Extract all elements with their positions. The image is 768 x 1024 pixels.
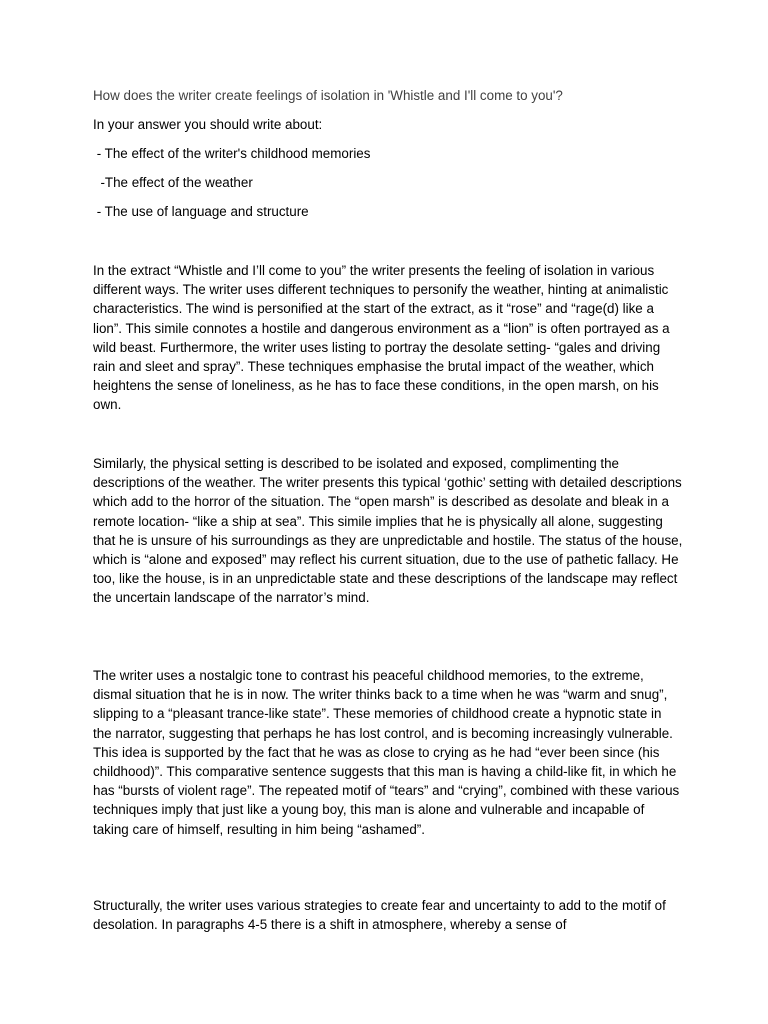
paragraph-structure: Structurally, the writer uses various strategies to create fear and uncertainty to add to the motif of desolation. In paragraphs 4-5 there is a shift in atmosphere, whereby a sense of bbox=[93, 898, 666, 933]
essay-question: How does the writer create feelings of isolation in 'Whistle and I'll come to you'? bbox=[93, 88, 563, 103]
paragraph-weather: In the extract “Whistle and I’ll come to you” the writer presents the feeling of isolation in various different ways. The writer uses different techniques to personify the weather, hinting at animalistic characteristics. The wind is personified at the start of the extract, as it “rose” and “rage(d) like a lion”. This simile connotes a hostile and dangerous environment as a “lion” is often portrayed as a wild beast. Furthermore, the writer uses listing to portray the desolate setting- “gales and driving rain and sleet and spray”. These techniques emphasise the brutal impact of the weather, which heightens the sense of loneliness, as he has to face these conditions, in the open marsh, on his own. bbox=[93, 263, 670, 413]
paragraph-setting: Similarly, the physical setting is described to be isolated and exposed, complimenting the descriptions of the weather. The writer presents this typical ‘gothic’ setting with detailed descriptions which add to the horror of the situation. The “open marsh” is described as desolate and bleak in a remote location- “like a ship at sea”. This simile implies that he is physically all alone, suggesting that he is unsure of his surroundings as they are unpredictable and hostile. The status of the house, which is “alone and exposed” may reflect his current situation, due to the use of pathetic fallacy. He too, like the house, is in an unpredictable state and these descriptions of the landscape may reflect the uncertain landscape of the narrator’s mind. bbox=[93, 456, 683, 606]
paragraph-childhood: The writer uses a nostalgic tone to contrast his peaceful childhood memories, to the extreme, dismal situation that he is in now. The writer thinks back to a time when he was “warm and snug”, slipping to a “pleasant trance-like state”. These memories of childhood create a hypnotic state in the narrator, suggesting that perhaps he has lost control, and is becoming increasingly vulnerable. This idea is supported by the fact that he was as close to crying as he had “ever been since (his childhood)”. This comparative sentence suggests that this man is having a child-like fit, in which he has “bursts of violent rage”. The repeated motif of “tears” and “crying”, combined with these various techniques imply that just like a young boy, this man is alone and vulnerable and incapable of taking care of himself, resulting in him being “ashamed”. bbox=[93, 668, 680, 837]
instruction-heading: In your answer you should write about: bbox=[93, 117, 323, 132]
bullet-childhood-memories: - The effect of the writer's childhood memories bbox=[93, 146, 371, 161]
bullet-language-structure: - The use of language and structure bbox=[93, 204, 309, 219]
bullet-weather: -The effect of the weather bbox=[93, 175, 253, 190]
